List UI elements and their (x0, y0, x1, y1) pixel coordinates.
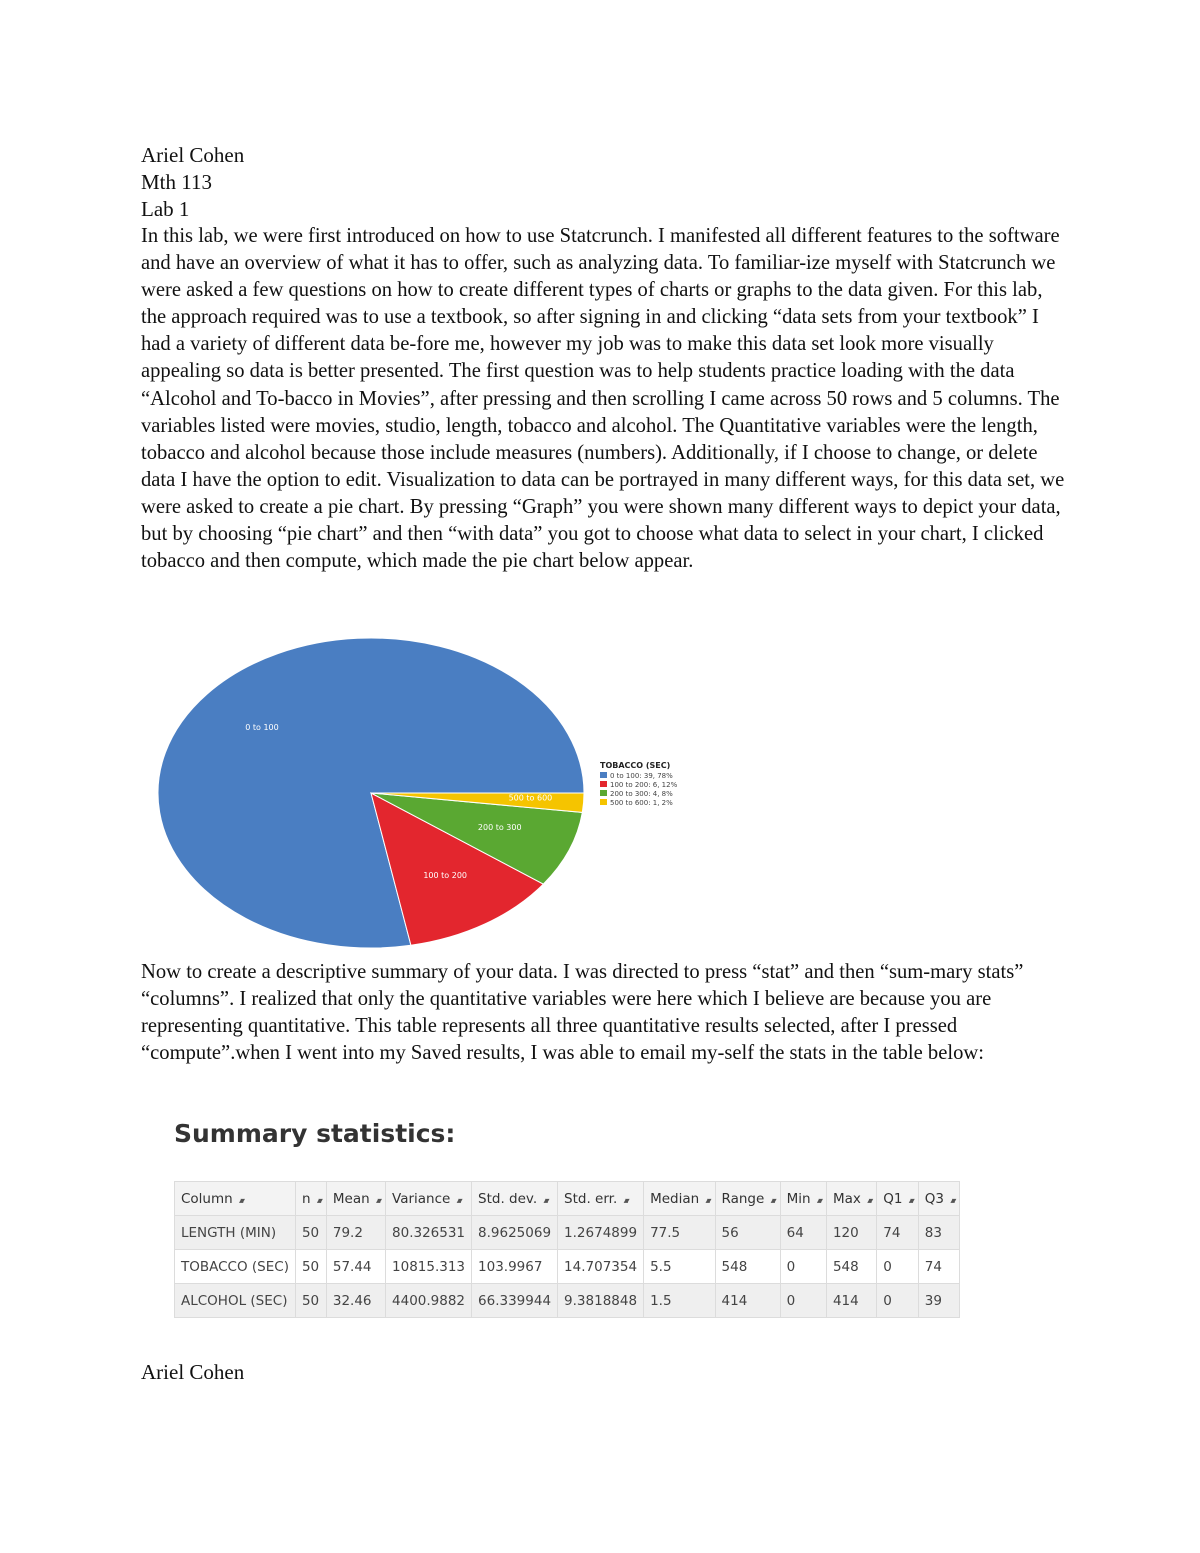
table-cell: 414 (715, 1284, 780, 1318)
sort-icon[interactable]: ▴▾ (375, 1196, 380, 1205)
table-cell: 103.9967 (472, 1250, 558, 1284)
table-cell: 9.3818848 (558, 1284, 644, 1318)
table-cell: 10815.313 (386, 1250, 472, 1284)
sort-icon[interactable]: ▴▾ (867, 1196, 871, 1205)
course-code: Mth 113 (141, 170, 212, 194)
document-header (141, 142, 1081, 223)
table-cell: 5.5 (644, 1250, 715, 1284)
summary-paragraph: Now to create a descriptive summary of your data. I was directed to press “stat” and then “sum-mary stats” “columns”. I realized that only the quantitative variables were here which I believe are because you are representing quantitative. This table represents all three quantitative results selected, after I pressed “compute”.when I went into my Saved results, I was able to email my-self the stats in the table below: (141, 961, 1024, 1065)
table-cell: 80.326531 (386, 1216, 472, 1250)
table-cell: 50 (295, 1284, 326, 1318)
table-cell: 4400.9882 (386, 1284, 472, 1318)
table-cell: 64 (780, 1216, 826, 1250)
table-cell: TOBACCO (SEC) (175, 1250, 296, 1284)
table-row (175, 1216, 960, 1250)
column-header-label: Median (650, 1190, 700, 1207)
column-header-label: Range (721, 1190, 765, 1207)
table-cell: LENGTH (MIN) (175, 1216, 296, 1250)
legend-label-0-to-100: 0 to 100: 39, 78% (610, 772, 673, 780)
table-cell: 77.5 (644, 1216, 715, 1250)
column-header-column[interactable] (175, 1182, 296, 1216)
table-cell: 83 (918, 1216, 960, 1250)
tobacco-pie-chart (150, 630, 710, 955)
legend-swatch-100-to-200 (600, 781, 607, 787)
column-header-label: Min (786, 1190, 811, 1207)
column-header-label: Std. err. (564, 1190, 618, 1207)
table-cell: 548 (715, 1250, 780, 1284)
column-header-range[interactable] (715, 1182, 780, 1216)
table-cell: 74 (877, 1216, 919, 1250)
pie-label-0-to-100: 0 to 100 (245, 723, 279, 732)
column-header-std-err[interactable] (558, 1182, 644, 1216)
lab-number: Lab 1 (141, 197, 190, 221)
column-header-min[interactable] (780, 1182, 826, 1216)
column-header-label: Mean (332, 1190, 370, 1207)
table-cell: 0 (780, 1250, 826, 1284)
table-cell: 50 (295, 1216, 326, 1250)
column-header-label: Column (181, 1190, 233, 1207)
table-row (175, 1250, 960, 1284)
column-header-q1[interactable] (877, 1182, 919, 1216)
column-header-label: Q1 (883, 1190, 903, 1207)
summary-stats-table (174, 1181, 960, 1318)
legend-label-200-to-300: 200 to 300: 4, 8% (610, 790, 673, 798)
table-cell: ALCOHOL (SEC) (175, 1284, 296, 1318)
column-header-std-dev[interactable] (472, 1182, 558, 1216)
column-header-q3[interactable] (918, 1182, 960, 1216)
table-cell: 1.2674899 (558, 1216, 644, 1250)
table-cell: 56 (715, 1216, 780, 1250)
sort-icon[interactable]: ▴▾ (239, 1196, 243, 1205)
table-cell: 0 (877, 1284, 919, 1318)
column-header-variance[interactable] (386, 1182, 472, 1216)
column-header-label: n (301, 1190, 311, 1207)
column-header-label: Std. dev. (478, 1190, 538, 1207)
column-header-max[interactable] (826, 1182, 876, 1216)
sort-icon[interactable]: ▴▾ (950, 1196, 954, 1205)
column-header-label: Max (832, 1190, 861, 1207)
summary-stats-title: Summary statistics: (174, 1119, 456, 1148)
table-cell: 0 (780, 1284, 826, 1318)
intro-paragraph: In this lab, we were first introduced on how to use Statcrunch. I manifested all different features to the software and have an overview of what it has to offer, such as analyzing data. To familiar-ize myself with Statcrunch we were asked a few questions on how to create different types of charts or graphs to the data given. For this lab, the approach required was to use a textbook, so after signing in and clicking “data sets from your textbook” I had a variety of different data be-fore me, however my job was to make this data set look more visually appealing so data is better presented. The first question was to help students practice loading with the data “Alcohol and To-bacco in Movies”, after pressing and then scrolling I came across 50 rows and 5 columns. The variables listed were movies, studio, length, tobacco and alcohol. The Quantitative variables were the length, tobacco and alcohol because those include measures (numbers). Additionally, if I choose to change, or delete data I have the option to edit. Visualization to data can be portrayed in many different ways, for this data set, we were asked to create a pie chart. By pressing “Graph” you were shown many different ways to depict your data, but by choosing “pie chart” and then “with data” you got to choose what data to select in your chart, I clicked tobacco and then compute, which made the pie chart below appear. (141, 225, 1065, 573)
table-cell: 66.339944 (472, 1284, 558, 1318)
column-header-label: Q3 (924, 1190, 945, 1207)
sort-icon[interactable]: ▴▾ (623, 1196, 627, 1205)
column-header-mean[interactable] (326, 1182, 385, 1216)
sort-icon[interactable]: ▴▾ (705, 1196, 709, 1205)
pie-label-100-to-200: 100 to 200 (423, 871, 468, 881)
footer-author-name: Ariel Cohen (141, 1360, 245, 1384)
author-name: Ariel Cohen (141, 143, 245, 167)
table-cell: 120 (826, 1216, 876, 1250)
sort-icon[interactable]: ▴▾ (770, 1196, 774, 1205)
column-header-label: Variance (392, 1190, 451, 1207)
legend-label-100-to-200: 100 to 200: 6, 12% (610, 781, 678, 789)
table-cell: 32.46 (326, 1284, 385, 1318)
sort-icon[interactable]: ▴▾ (908, 1196, 912, 1205)
table-cell: 79.2 (326, 1216, 385, 1250)
pie-label-200-to-300: 200 to 300 (477, 823, 522, 833)
table-cell: 57.44 (326, 1250, 385, 1284)
legend-swatch-200-to-300 (600, 790, 607, 796)
sort-icon[interactable]: ▴▾ (316, 1196, 320, 1205)
table-cell: 39 (918, 1284, 960, 1318)
pie-label-500-to-600: 500 to 600 (508, 793, 553, 803)
sort-icon[interactable]: ▴▾ (543, 1196, 547, 1205)
column-header-median[interactable] (644, 1182, 715, 1216)
table-header-row (175, 1182, 960, 1216)
table-cell: 548 (826, 1250, 876, 1284)
table-cell: 14.707354 (558, 1250, 644, 1284)
table-cell: 50 (295, 1250, 326, 1284)
legend-swatch-0-to-100 (600, 772, 607, 778)
table-cell: 74 (918, 1250, 960, 1284)
table-cell: 8.9625069 (472, 1216, 558, 1250)
legend-swatch-500-to-600 (600, 799, 607, 805)
legend-label-500-to-600: 500 to 600: 1, 2% (610, 799, 673, 807)
column-header-n[interactable] (295, 1182, 326, 1216)
table-cell: 0 (877, 1250, 919, 1284)
table-cell: 414 (826, 1284, 876, 1318)
sort-icon[interactable]: ▴▾ (816, 1196, 820, 1205)
legend-title: TOBACCO (SEC) (600, 761, 671, 770)
table-row (175, 1284, 960, 1318)
sort-icon[interactable]: ▴▾ (456, 1196, 460, 1205)
table-cell: 1.5 (644, 1284, 715, 1318)
